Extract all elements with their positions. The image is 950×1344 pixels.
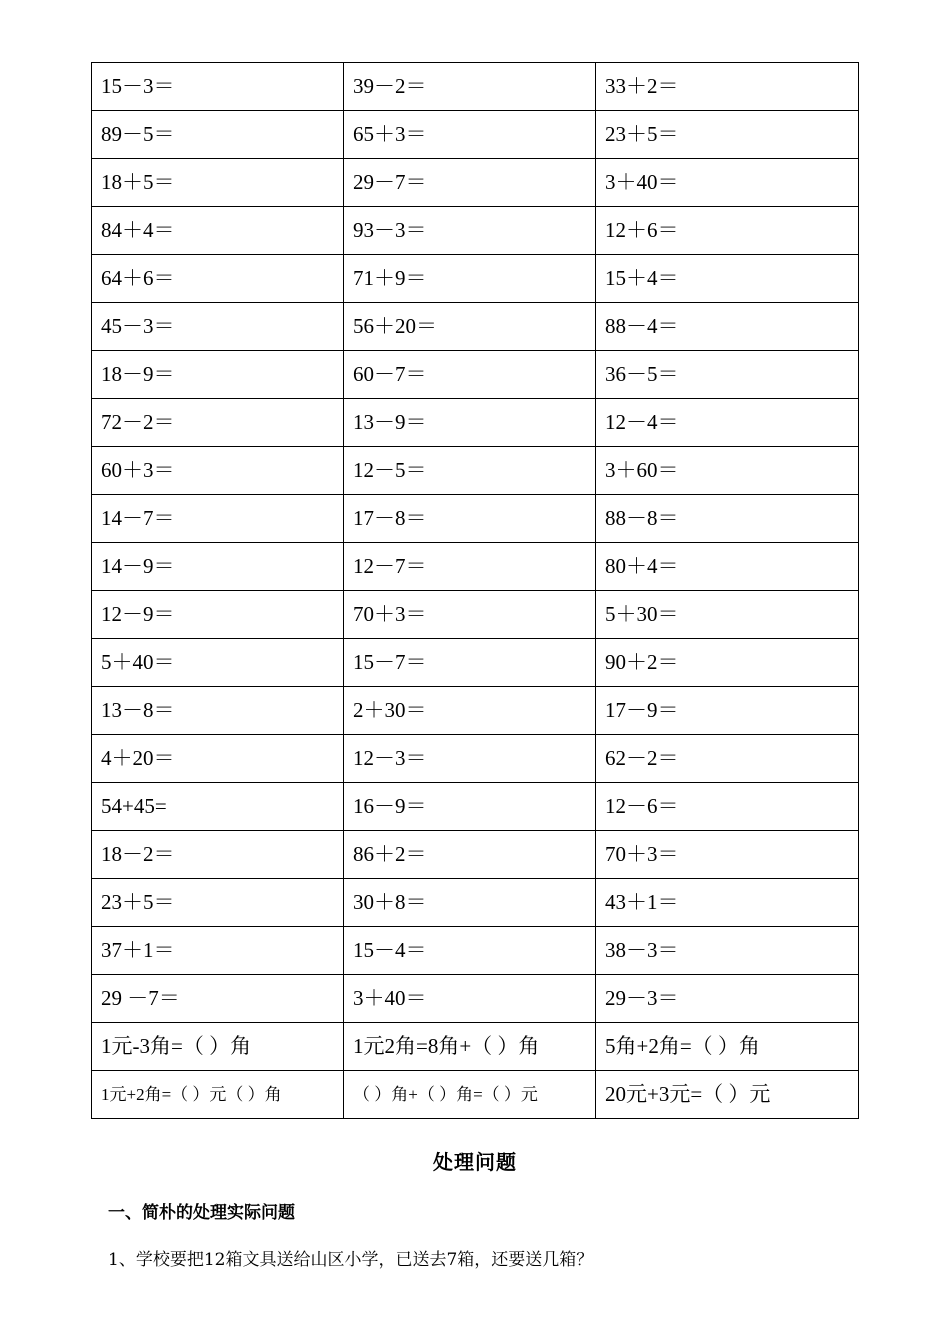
table-cell: 60＋3＝ — [92, 447, 344, 495]
table-row — [92, 1023, 859, 1071]
table-cell: 4＋20＝ — [92, 735, 344, 783]
table-row — [92, 351, 859, 399]
table-row — [92, 975, 859, 1023]
table-cell: 17－9＝ — [596, 687, 859, 735]
table-row — [92, 543, 859, 591]
table-cell: 60－7＝ — [344, 351, 596, 399]
table-cell: 29－7＝ — [344, 159, 596, 207]
table-cell: 13－9＝ — [344, 399, 596, 447]
table-row — [92, 207, 859, 255]
table-cell: 12－9＝ — [92, 591, 344, 639]
table-row — [92, 447, 859, 495]
table-cell: 12－7＝ — [344, 543, 596, 591]
table-cell: 12－3＝ — [344, 735, 596, 783]
table-cell: 15－4＝ — [344, 927, 596, 975]
table-cell: 5＋30＝ — [596, 591, 859, 639]
table-row — [92, 879, 859, 927]
table-cell: 23＋5＝ — [92, 879, 344, 927]
table-cell: 18－9＝ — [92, 351, 344, 399]
table-cell: 18－2＝ — [92, 831, 344, 879]
table-row — [92, 63, 859, 111]
table-cell: 12－6＝ — [596, 783, 859, 831]
table-cell: 23＋5＝ — [596, 111, 859, 159]
table-cell: 72－2＝ — [92, 399, 344, 447]
table-cell: 13－8＝ — [92, 687, 344, 735]
table-cell: 29 －7＝ — [92, 975, 344, 1023]
table-cell: 36－5＝ — [596, 351, 859, 399]
table-row — [92, 1071, 859, 1119]
table-cell: 14－7＝ — [92, 495, 344, 543]
table-cell: 84＋4＝ — [92, 207, 344, 255]
table-cell: 56＋20＝ — [344, 303, 596, 351]
table-cell: 80＋4＝ — [596, 543, 859, 591]
table-row — [92, 159, 859, 207]
table-cell: 37＋1＝ — [92, 927, 344, 975]
table-cell: 39－2＝ — [344, 63, 596, 111]
table-cell: 3＋60＝ — [596, 447, 859, 495]
table-cell: 62－2＝ — [596, 735, 859, 783]
table-cell: 43＋1＝ — [596, 879, 859, 927]
table-cell: 70＋3＝ — [344, 591, 596, 639]
table-cell: 64＋6＝ — [92, 255, 344, 303]
table-cell: 93－3＝ — [344, 207, 596, 255]
table-cell: 3＋40＝ — [344, 975, 596, 1023]
table-row — [92, 735, 859, 783]
table-cell: 1元-3角=（ ）角 — [92, 1023, 344, 1071]
table-cell: 89－5＝ — [92, 111, 344, 159]
table-cell: 12－5＝ — [344, 447, 596, 495]
table-cell: 20元+3元=（ ）元 — [596, 1071, 859, 1119]
table-cell: 3＋40＝ — [596, 159, 859, 207]
table-row — [92, 255, 859, 303]
table-cell: 12－4＝ — [596, 399, 859, 447]
table-cell: 15－7＝ — [344, 639, 596, 687]
table-row — [92, 303, 859, 351]
table-cell: 54+45= — [92, 783, 344, 831]
table-row — [92, 783, 859, 831]
table-cell: 5＋40＝ — [92, 639, 344, 687]
table-cell: 45－3＝ — [92, 303, 344, 351]
table-row — [92, 927, 859, 975]
table-cell: 86＋2＝ — [344, 831, 596, 879]
table-cell: 88－4＝ — [596, 303, 859, 351]
table-cell: 90＋2＝ — [596, 639, 859, 687]
table-row — [92, 639, 859, 687]
table-cell: 1元2角=8角+（ ）角 — [344, 1023, 596, 1071]
table-cell: 17－8＝ — [344, 495, 596, 543]
table-cell: 65＋3＝ — [344, 111, 596, 159]
table-cell: 33＋2＝ — [596, 63, 859, 111]
table-cell: （ ）角+（ ）角=（ ）元 — [344, 1071, 596, 1119]
table-cell: 29－3＝ — [596, 975, 859, 1023]
table-cell: 71＋9＝ — [344, 255, 596, 303]
table-row — [92, 495, 859, 543]
table-row — [92, 399, 859, 447]
word-problem-1: 1、学校要把12箱文具送给山区小学，已送去7箱，还要送几箱？ — [108, 1250, 594, 1270]
table-cell: 5角+2角=（ ）角 — [596, 1023, 859, 1071]
table-row — [92, 687, 859, 735]
table-cell: 16－9＝ — [344, 783, 596, 831]
table-cell: 18＋5＝ — [92, 159, 344, 207]
table-cell: 88－8＝ — [596, 495, 859, 543]
subheading: 一、简朴的处理实际问题 — [108, 1203, 295, 1223]
table-row — [92, 591, 859, 639]
table-cell: 2＋30＝ — [344, 687, 596, 735]
table-row — [92, 111, 859, 159]
table-row — [92, 831, 859, 879]
table-cell: 12＋6＝ — [596, 207, 859, 255]
table-cell: 30＋8＝ — [344, 879, 596, 927]
section-title: 处理问题 — [433, 1150, 517, 1174]
table-cell: 70＋3＝ — [596, 831, 859, 879]
table-cell: 15－3＝ — [92, 63, 344, 111]
arithmetic-drill-table — [91, 62, 859, 1119]
table-cell: 38－3＝ — [596, 927, 859, 975]
table-cell: 14－9＝ — [92, 543, 344, 591]
table-cell: 1元+2角=（ ）元（ ）角 — [92, 1071, 344, 1119]
table-cell: 15＋4＝ — [596, 255, 859, 303]
drill-table-body — [92, 63, 859, 1119]
